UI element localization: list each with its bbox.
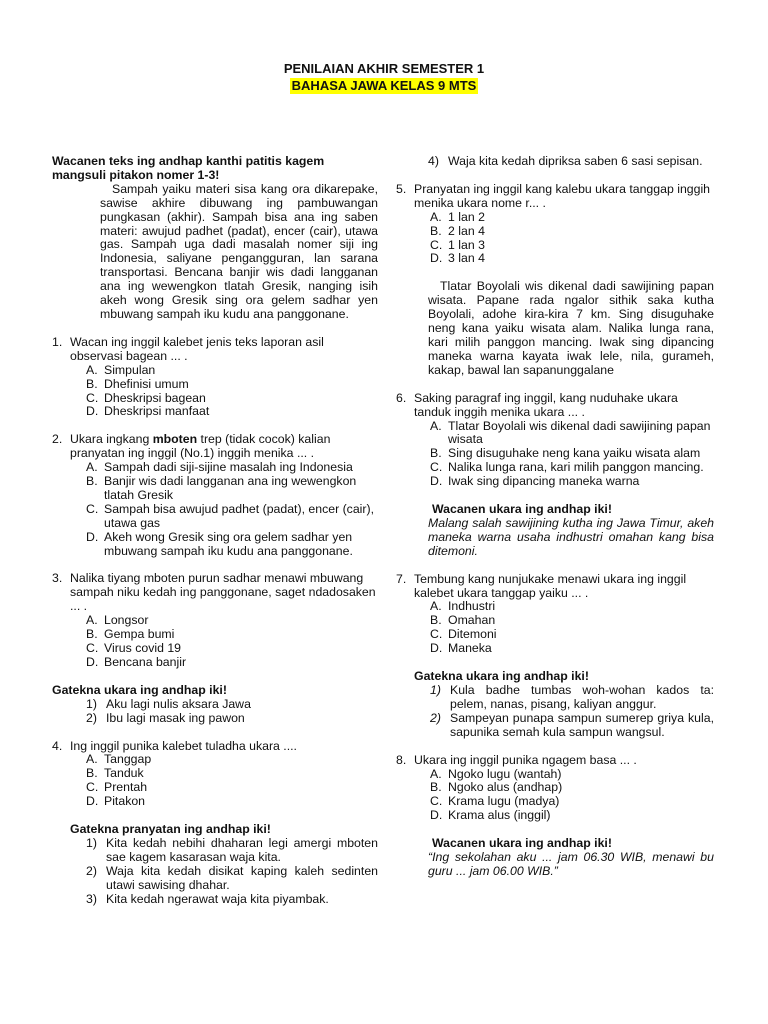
question-number: 4. [52, 738, 63, 753]
answer-option[interactable]: C. Ditemoni [430, 627, 497, 642]
question-text: Ukara ingkang mboten trep (tidak cocok) kalian pranyatan ing inggil (No.1) inggih menika ... . [70, 432, 331, 461]
statement-item: 2) Waja kita kedah disikat kaping kaleh sedinten utawi sawising dhahar. [86, 863, 378, 892]
question-7 [396, 573, 714, 656]
answer-option[interactable]: C. Prentah [86, 780, 148, 795]
answer-option[interactable]: C. Dheskripsi bagean [86, 390, 206, 405]
answer-option[interactable]: D. Pitakon [86, 794, 146, 809]
read-text: Malang salah sawijining kutha ing Jawa Timur, akeh maneka warna usaha indhustri omahan kang bisa ditemoni. [428, 515, 714, 558]
sentence-item: 2) Ibu lagi masak ing pawon [86, 710, 245, 725]
gatekna-item: 2) Sampeyan punapa sampun sumerep griya kula, sapunika semah kula sampun wangsul. [430, 710, 714, 739]
answer-option[interactable]: C. Sampah bisa awujud padhet (padat), encer (cair), utawa gas [86, 501, 374, 530]
question-number: 6. [396, 390, 407, 405]
answer-option[interactable]: A. Longsor [86, 613, 149, 628]
answer-option[interactable]: B. Gempa bumi [86, 627, 175, 642]
gatekna-item: 1) Kula badhe tumbas woh-wohan kados ta: pelem, nanas, pisang, kaliyan anggur. [430, 683, 714, 711]
right-column [396, 155, 714, 879]
statement-item: 3) Kita kedah ngerawat waja kita piyambak. [86, 891, 329, 906]
answer-option[interactable]: A. Indhustri [430, 599, 496, 614]
gatekna-heading: Gatekna ukara ing andhap iki! [414, 669, 589, 684]
question-number: 7. [396, 571, 407, 586]
question-4 [52, 740, 378, 810]
highlighted-subtitle: BAHASA JAWA KELAS 9 MTS [291, 78, 477, 93]
answer-option[interactable]: A. Tlatar Boyolali wis dikenal dadi sawijining papan wisata [430, 418, 711, 447]
question-2 [52, 433, 378, 558]
answer-option[interactable]: B. Sing disuguhake neng kana yaiku wisata alam [430, 446, 701, 461]
answer-option[interactable]: C. Virus covid 19 [86, 641, 182, 655]
answer-option[interactable]: B. Omahan [430, 613, 496, 628]
question-text: Wacan ing inggil kalebet jenis teks laporan asil observasi bagean ... . [70, 334, 324, 363]
question-1 [52, 336, 378, 419]
emphasized-word: mboten [152, 432, 198, 447]
question-text: Ing inggil punika kalebet tuladha ukara .... [70, 738, 297, 753]
question-number: 3. [52, 571, 63, 586]
question-text: Pranyatan ing inggil kang kalebu ukara tanggap inggih menika ukara nome r... . [414, 181, 711, 210]
left-column [52, 155, 378, 907]
question-text: Ukara ing inggil punika ngagem basa ... . [414, 752, 637, 767]
sentences-heading: Gatekna ukara ing andhap iki! [52, 682, 227, 697]
answer-option[interactable]: B. Dhefinisi umum [86, 376, 189, 391]
question-number: 8. [396, 752, 407, 767]
question-3 [52, 572, 378, 669]
question-text: Tembung kang nunjukake menawi ukara ing inggil kalebet ukara tanggap yaiku ... . [414, 571, 687, 600]
answer-option[interactable]: C. Krama lugu (madya) [430, 794, 560, 809]
answer-option[interactable]: D. Krama alus (inggil) [430, 808, 551, 823]
answer-option[interactable]: B. Tanduk [86, 766, 144, 781]
read-heading: Wacanen ukara ing andhap iki! [432, 836, 612, 851]
answer-option[interactable]: B. Ngoko alus (andhap) [430, 780, 563, 795]
answer-option[interactable]: C. Nalika lunga rana, kari milih panggon mancing. [430, 460, 704, 475]
sentence-item: 1) Aku lagi nulis aksara Jawa [86, 696, 251, 711]
question-6 [396, 392, 714, 489]
answer-option[interactable]: A. Tanggap [86, 752, 152, 767]
answer-option[interactable]: A. 1 lan 2 [430, 209, 485, 224]
answer-option[interactable]: D. Iwak sing dipancing maneka warna [430, 474, 640, 489]
answer-option[interactable]: A. Sampah dadi siji-sijine masalah ing Indonesia [86, 460, 353, 475]
question-text: Saking paragraf ing inggil, kang nuduhake ukara tanduk inggih menika ukara ... . [414, 390, 678, 419]
answer-option[interactable]: C. 1 lan 3 [430, 237, 485, 252]
question-number: 5. [396, 181, 407, 196]
question-8 [396, 754, 714, 824]
statement-item: 4) Waja kita kedah dipriksa saben 6 sasi sepisan. [428, 154, 703, 168]
answer-option[interactable]: D. Dheskripsi manfaat [86, 404, 210, 419]
question-number: 2. [52, 432, 63, 447]
question-number: 1. [52, 334, 63, 349]
statements-heading: Gatekna pranyatan ing andhap iki! [70, 822, 271, 837]
question-5 [396, 183, 714, 266]
answer-option[interactable]: A. Ngoko lugu (wantah) [430, 766, 562, 781]
answer-option[interactable]: D. Maneka [430, 641, 492, 656]
answer-option[interactable]: B. Banjir wis dadi langganan ana ing wewengkon tlatah Gresik [86, 474, 357, 502]
exam-subtitle [0, 78, 768, 94]
question-text: Nalika tiyang mboten purun sadhar menawi mbuwang sampah niku kedah ing panggonane, saget ndadosaken ... . [70, 571, 376, 614]
answer-option[interactable]: D. Akeh wong Gresik sing ora gelem sadhar yen mbuwang sampah iku kudu ana panggonane. [86, 529, 353, 558]
answer-option[interactable]: A. Simpulan [86, 362, 156, 377]
read-text: “Ing sekolahan aku ... jam 06.30 WIB, menawi bu guru ... jam 06.00 WIB.” [428, 850, 714, 878]
statement-item: 1) Kita kedah nebihi dhaharan legi amergi mboten sae kagem kasarasan waja kita. [86, 835, 378, 864]
boyolali-passage: Tlatar Boyolali wis dikenal dadi sawijining papan wisata. Papane rada ngalor sithik saka kutha Boyolali, adohe kira-kira 7 km. Sing disuguhake neng kana yaiku wisata alam. Nalika lunga rana, kari milih panggon mancing. Iwak sing dipancing maneka warna kayata iwak lele, nila, gurameh, kakap, bawal lan sapanunggalane [428, 279, 714, 377]
reading-passage: Sampah yaiku materi sisa kang ora dikarepake, sawise akhire dibuwang ing pambuwangan pungkasan (akhir). Sampah bisa ana ing saben materi: awujud padhet (padat), encer (cair), utawa gas. Sampah uga dadi masalah nomer siji ing Indonesia, saliyane pengangguran, lan sarana transportasi. Bencana banjir wis dadi langganan ana ing wewengkon tlatah Gresik, nanging isih akeh wong Gresik sing ora gelem sadhar yen mbuwang sampah iku kudu ana panggonane. [100, 181, 378, 321]
exam-title: PENILAIAN AKHIR SEMESTER 1 [283, 61, 485, 76]
answer-option[interactable]: B. 2 lan 4 [430, 223, 485, 238]
answer-option[interactable]: D. 3 lan 4 [430, 251, 485, 266]
answer-option[interactable]: D. Bencana banjir [86, 654, 187, 669]
reading-instruction: Wacanen teks ing andhap kanthi patitis kagem mangsuli pitakon nomer 1-3! [52, 154, 325, 182]
read-heading: Wacanen ukara ing andhap iki! [432, 502, 612, 517]
